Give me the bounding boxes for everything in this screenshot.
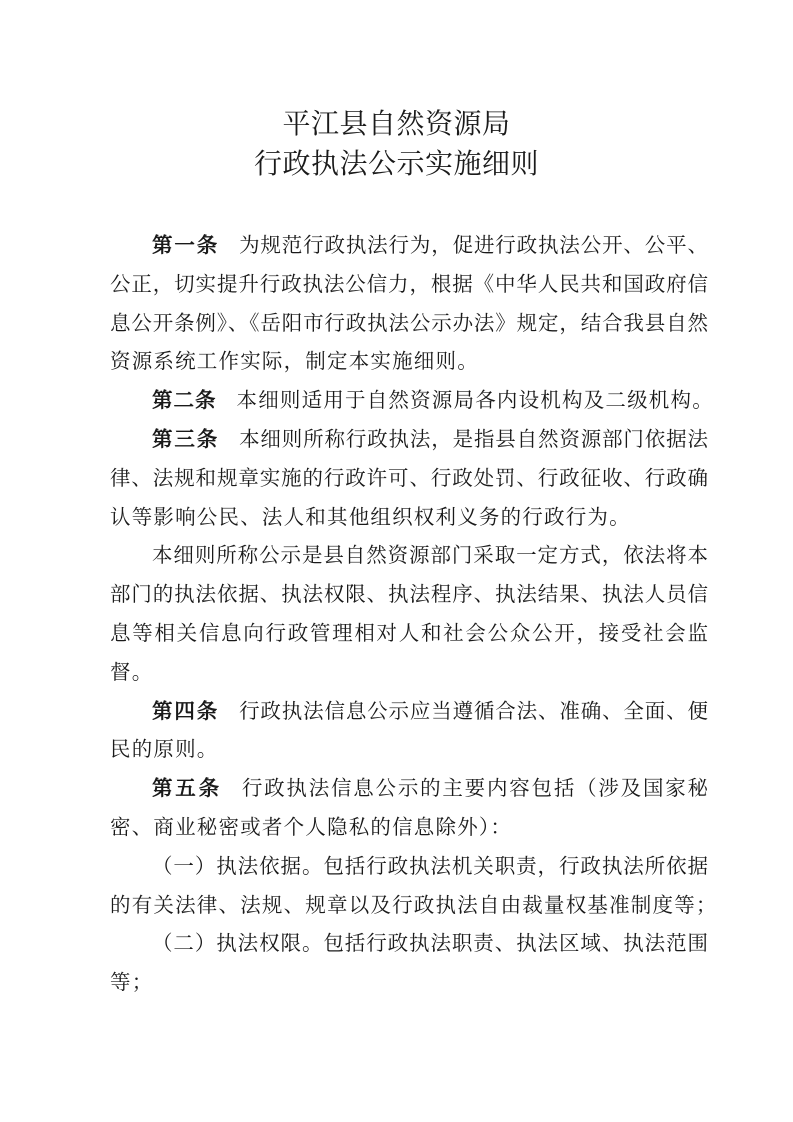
text-line [110,808,708,847]
line-text: 行政执法信息公示的主要内容包括（涉及国家秘 [241,776,709,801]
text-line [110,498,708,537]
line-text: 行政执法信息公示应当遵循合法、准确、全面、便 [239,698,708,723]
line-text: 等； [110,970,154,995]
paragraph [110,924,708,1002]
article-paragraph [110,769,708,847]
text-line [110,226,708,265]
line-text: 本细则适用于自然资源局各内设机构及二级机构。 [236,388,714,413]
text-line [110,614,708,653]
text-line [110,692,708,731]
line-text: 为规范行政执法行为，促进行政执法公开、公平、 [239,233,708,257]
text-line [110,963,708,1002]
text-line [110,769,708,808]
text-line [110,459,708,498]
line-text: （二）执法权限。包括行政执法职责、执法区域、执法范围 [152,931,708,956]
line-text: 本细则所称行政执法，是指县自然资源部门依据法 [239,426,708,451]
article-label: 第三条 [152,426,220,451]
article-paragraph [110,226,708,381]
text-line [110,304,708,343]
line-text: 息等相关信息向行政管理相对人和社会公众公开，接受社会监 [110,620,708,645]
line-text: 公正，切实提升行政执法公信力，根据《中华人民共和国政府信 [110,271,708,296]
document-title-line-2: 行政执法公示实施细则 [253,147,539,180]
text-line [110,847,708,886]
text-line [110,420,708,459]
text-line [110,653,708,692]
text-line [110,886,718,925]
line-text: 资源系统工作实际，制定本实施细则。 [110,349,479,374]
text-line [110,730,708,769]
line-text: 密、商业秘密或者个人隐私的信息除外）： [110,814,513,839]
article-paragraph [110,692,708,770]
text-line [110,381,714,420]
document-body [110,226,718,1002]
line-text: 督。 [110,659,154,684]
paragraph [110,536,708,691]
text-line [110,924,708,963]
paragraph [110,847,718,925]
article-label: 第四条 [152,698,220,723]
line-text: 民的原则。 [110,737,219,762]
line-text: 认等影响公民、法人和其他组织权利义务的行政行为。 [110,504,631,529]
document-title-line-1: 平江县自然资源局 [282,107,511,140]
line-text: （一）执法依据。包括行政执法机关职责，行政执法所依据 [152,853,708,878]
line-text: 律、法规和规章实施的行政许可、行政处罚、行政征收、行政确 [110,465,708,490]
text-line [110,575,708,614]
line-text: 本细则所称公示是县自然资源部门采取一定方式，依法将本 [152,543,708,568]
article-paragraph [110,420,708,536]
line-text: 部门的执法依据、执法权限、执法程序、执法结果、执法人员信 [110,582,708,607]
line-text: 的有关法律、法规、规章以及行政执法自由裁量权基准制度等； [110,892,718,917]
article-label: 第五条 [152,776,222,801]
text-line [110,342,708,381]
text-line [110,265,708,304]
line-text: 息公开条例》、《岳阳市行政执法公示办法》规定，结合我县自然 [110,310,708,335]
article-label: 第一条 [152,233,220,257]
article-paragraph [110,381,714,420]
article-label: 第二条 [152,388,217,413]
text-line [110,536,708,575]
